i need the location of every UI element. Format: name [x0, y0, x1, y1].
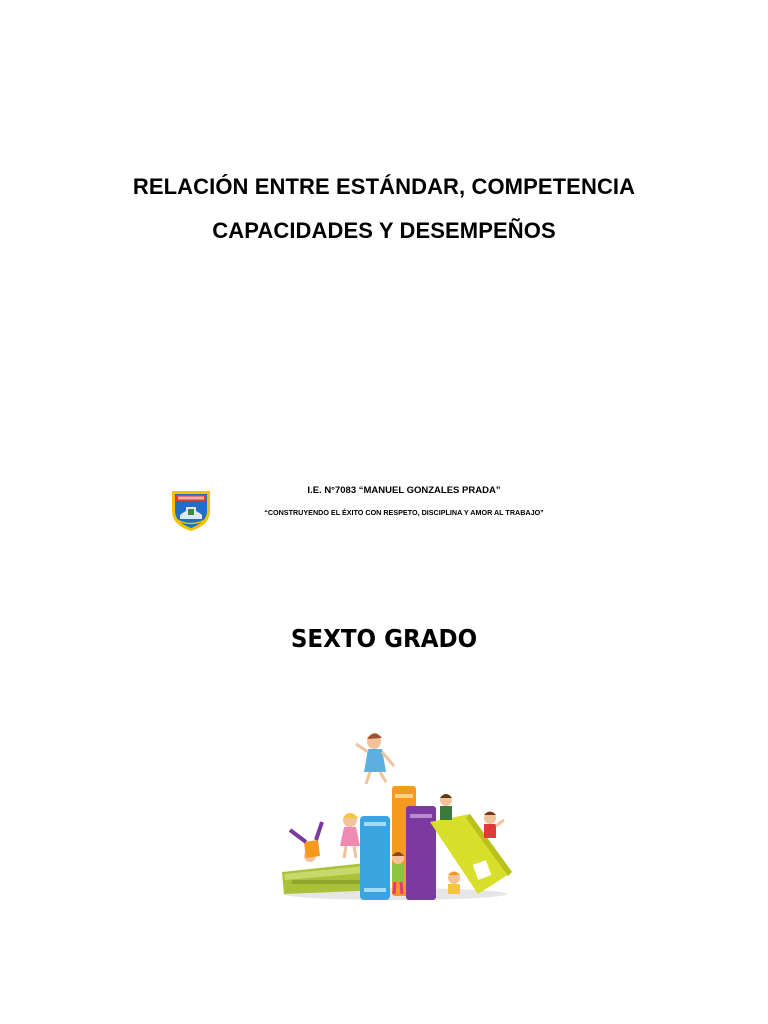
document-title-line-1: RELACIÓN ENTRE ESTÁNDAR, COMPETENCIA [132, 174, 636, 199]
grade-title: SEXTO GRADO [290, 624, 478, 653]
school-crest-icon [168, 487, 214, 533]
children-on-books-illustration [270, 722, 520, 908]
school-header [0, 480, 768, 540]
school-name: I.E. N°7083 “MANUEL GONZALES PRADA” [307, 485, 501, 496]
document-title-line-2: CAPACIDADES Y DESEMPEÑOS [212, 218, 556, 243]
school-motto: “CONSTRUYENDO EL ÉXITO CON RESPETO, DISCIPLINA Y AMOR AL TRABAJO” [264, 508, 544, 517]
